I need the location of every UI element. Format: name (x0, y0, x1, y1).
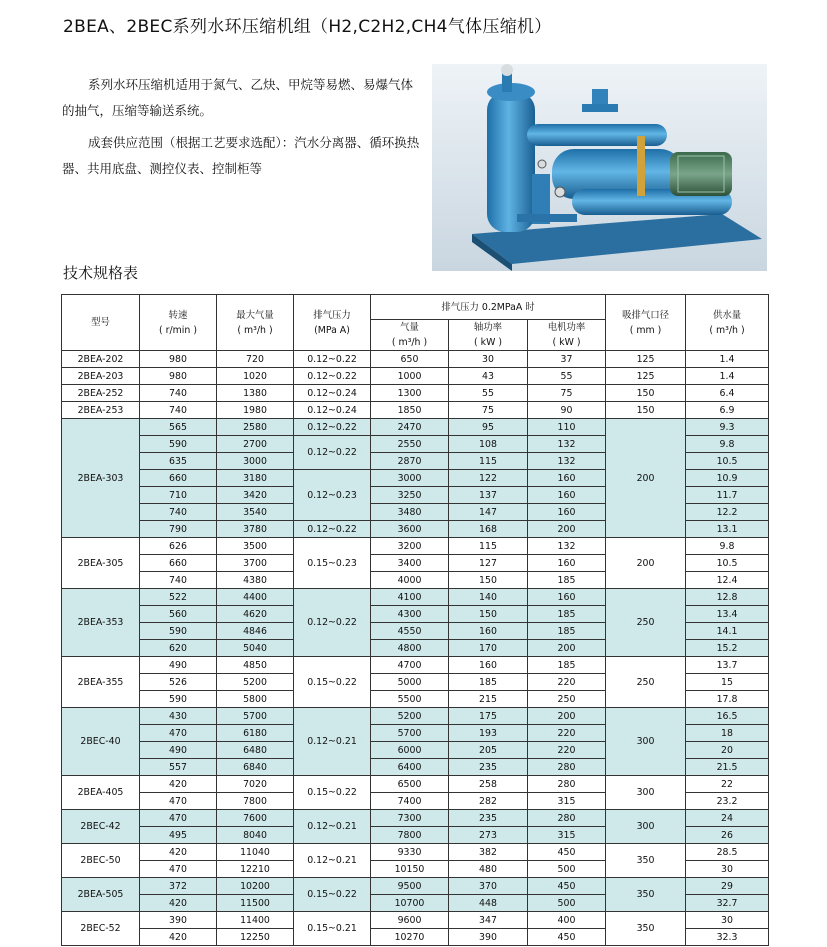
model-cell: 2BEC-50 (62, 844, 140, 878)
speed-cell: 557 (140, 759, 217, 776)
header-pressure: 排气压力 (MPa A) (294, 295, 371, 351)
shaft-power-cell: 382 (449, 844, 528, 861)
pressure-cell: 0.15~0.22 (294, 878, 371, 912)
max-air-cell: 4400 (217, 589, 294, 606)
port-cell: 200 (606, 419, 686, 538)
max-air-cell: 5200 (217, 674, 294, 691)
pressure-cell: 0.12~0.21 (294, 708, 371, 776)
shaft-power-cell: 235 (449, 810, 528, 827)
table-row (62, 657, 769, 674)
max-air-cell: 4620 (217, 606, 294, 623)
pressure-cell: 0.12~0.24 (294, 402, 371, 419)
speed-cell: 390 (140, 912, 217, 929)
motor-power-cell: 160 (528, 555, 606, 572)
max-air-cell: 12250 (217, 929, 294, 946)
compressor-illustration (432, 64, 767, 271)
motor-power-cell: 132 (528, 436, 606, 453)
shaft-power-cell: 115 (449, 453, 528, 470)
motor-power-cell: 450 (528, 929, 606, 946)
shaft-power-cell: 160 (449, 657, 528, 674)
speed-cell: 790 (140, 521, 217, 538)
motor-power-cell: 185 (528, 572, 606, 589)
gas-cell: 3000 (371, 470, 449, 487)
gas-cell: 3600 (371, 521, 449, 538)
speed-cell: 470 (140, 810, 217, 827)
shaft-power-cell: 170 (449, 640, 528, 657)
water-cell: 30 (686, 912, 769, 929)
motor-power-cell: 200 (528, 521, 606, 538)
port-cell: 200 (606, 538, 686, 589)
motor-power-cell: 220 (528, 725, 606, 742)
shaft-power-cell: 282 (449, 793, 528, 810)
gas-cell: 4800 (371, 640, 449, 657)
water-cell: 10.5 (686, 555, 769, 572)
gas-cell: 3250 (371, 487, 449, 504)
water-cell: 29 (686, 878, 769, 895)
gas-cell: 2470 (371, 419, 449, 436)
shaft-power-cell: 43 (449, 368, 528, 385)
motor-power-cell: 90 (528, 402, 606, 419)
header-max-air: 最大气量 ( m³/h ) (217, 295, 294, 351)
port-cell: 300 (606, 708, 686, 776)
pressure-cell: 0.15~0.22 (294, 776, 371, 810)
gas-cell: 4000 (371, 572, 449, 589)
motor-power-cell: 315 (528, 793, 606, 810)
shaft-power-cell: 258 (449, 776, 528, 793)
compressor-unit-photo (432, 64, 767, 271)
max-air-cell: 3700 (217, 555, 294, 572)
model-cell: 2BEA-355 (62, 657, 140, 708)
spec-table (61, 294, 769, 946)
header-port: 吸排气口径 ( mm ) (606, 295, 686, 351)
speed-cell: 372 (140, 878, 217, 895)
motor-power-cell: 37 (528, 351, 606, 368)
max-air-cell: 5800 (217, 691, 294, 708)
water-cell: 16.5 (686, 708, 769, 725)
max-air-cell: 2700 (217, 436, 294, 453)
shaft-power-cell: 108 (449, 436, 528, 453)
table-row (62, 538, 769, 555)
table-row (62, 810, 769, 827)
model-cell: 2BEA-353 (62, 589, 140, 657)
port-cell: 150 (606, 402, 686, 419)
pressure-cell: 0.12~0.22 (294, 351, 371, 368)
max-air-cell: 7800 (217, 793, 294, 810)
shaft-power-cell: 347 (449, 912, 528, 929)
table-row (62, 776, 769, 793)
header-motor: 电机功率 ( kW ) (528, 320, 606, 351)
port-cell: 125 (606, 351, 686, 368)
water-cell: 17.8 (686, 691, 769, 708)
water-cell: 32.3 (686, 929, 769, 946)
header-model: 型号 (62, 295, 140, 351)
table-row (62, 368, 769, 385)
shaft-power-cell: 273 (449, 827, 528, 844)
water-cell: 9.3 (686, 419, 769, 436)
max-air-cell: 10200 (217, 878, 294, 895)
motor-power-cell: 132 (528, 453, 606, 470)
gas-cell: 10150 (371, 861, 449, 878)
spec-table-body (62, 351, 769, 946)
water-cell: 12.2 (686, 504, 769, 521)
motor-power-cell: 280 (528, 759, 606, 776)
speed-cell: 740 (140, 385, 217, 402)
motor-power-cell: 75 (528, 385, 606, 402)
motor-power-cell: 315 (528, 827, 606, 844)
max-air-cell: 5700 (217, 708, 294, 725)
gas-cell: 2550 (371, 436, 449, 453)
water-cell: 18 (686, 725, 769, 742)
water-cell: 10.5 (686, 453, 769, 470)
table-row (62, 419, 769, 436)
port-cell: 150 (606, 385, 686, 402)
table-row (62, 402, 769, 419)
water-cell: 23.2 (686, 793, 769, 810)
water-cell: 1.4 (686, 368, 769, 385)
motor-power-cell: 500 (528, 895, 606, 912)
gas-cell: 4550 (371, 623, 449, 640)
shaft-power-cell: 115 (449, 538, 528, 555)
motor-power-cell: 400 (528, 912, 606, 929)
shaft-power-cell: 150 (449, 572, 528, 589)
max-air-cell: 3420 (217, 487, 294, 504)
shaft-power-cell: 480 (449, 861, 528, 878)
model-cell: 2BEA-405 (62, 776, 140, 810)
speed-cell: 626 (140, 538, 217, 555)
table-row (62, 351, 769, 368)
speed-cell: 660 (140, 470, 217, 487)
max-air-cell: 6840 (217, 759, 294, 776)
gas-cell: 6500 (371, 776, 449, 793)
shaft-power-cell: 55 (449, 385, 528, 402)
max-air-cell: 4846 (217, 623, 294, 640)
max-air-cell: 3780 (217, 521, 294, 538)
speed-cell: 470 (140, 861, 217, 878)
gas-cell: 5500 (371, 691, 449, 708)
gas-cell: 5000 (371, 674, 449, 691)
model-cell: 2BEA-303 (62, 419, 140, 538)
motor-power-cell: 185 (528, 657, 606, 674)
pressure-cell: 0.12~0.21 (294, 810, 371, 844)
model-cell: 2BEA-202 (62, 351, 140, 368)
table-row (62, 708, 769, 725)
gas-cell: 10270 (371, 929, 449, 946)
gas-cell: 650 (371, 351, 449, 368)
motor-power-cell: 450 (528, 878, 606, 895)
water-cell: 10.9 (686, 470, 769, 487)
water-cell: 12.4 (686, 572, 769, 589)
speed-cell: 590 (140, 623, 217, 640)
water-cell: 9.8 (686, 538, 769, 555)
motor-power-cell: 200 (528, 708, 606, 725)
water-cell: 13.4 (686, 606, 769, 623)
pressure-cell: 0.12~0.22 (294, 589, 371, 657)
max-air-cell: 1980 (217, 402, 294, 419)
gas-cell: 7800 (371, 827, 449, 844)
gas-cell: 3400 (371, 555, 449, 572)
gas-cell: 5700 (371, 725, 449, 742)
gas-cell: 3480 (371, 504, 449, 521)
max-air-cell: 7600 (217, 810, 294, 827)
water-cell: 1.4 (686, 351, 769, 368)
motor-power-cell: 220 (528, 742, 606, 759)
speed-cell: 565 (140, 419, 217, 436)
water-cell: 26 (686, 827, 769, 844)
gas-cell: 1000 (371, 368, 449, 385)
speed-cell: 635 (140, 453, 217, 470)
max-air-cell: 3540 (217, 504, 294, 521)
gas-cell: 1850 (371, 402, 449, 419)
max-air-cell: 5040 (217, 640, 294, 657)
model-cell: 2BEA-252 (62, 385, 140, 402)
motor-power-cell: 110 (528, 419, 606, 436)
motor-power-cell: 250 (528, 691, 606, 708)
model-cell: 2BEA-505 (62, 878, 140, 912)
gas-cell: 4100 (371, 589, 449, 606)
max-air-cell: 11040 (217, 844, 294, 861)
speed-cell: 560 (140, 606, 217, 623)
shaft-power-cell: 122 (449, 470, 528, 487)
speed-cell: 420 (140, 776, 217, 793)
shaft-power-cell: 370 (449, 878, 528, 895)
max-air-cell: 6180 (217, 725, 294, 742)
speed-cell: 980 (140, 368, 217, 385)
water-cell: 6.9 (686, 402, 769, 419)
port-cell: 250 (606, 657, 686, 708)
shaft-power-cell: 150 (449, 606, 528, 623)
shaft-power-cell: 390 (449, 929, 528, 946)
speed-cell: 420 (140, 895, 217, 912)
water-cell: 21.5 (686, 759, 769, 776)
table-row (62, 878, 769, 895)
max-air-cell: 4850 (217, 657, 294, 674)
table-row (62, 844, 769, 861)
speed-cell: 710 (140, 487, 217, 504)
shaft-power-cell: 235 (449, 759, 528, 776)
max-air-cell: 8040 (217, 827, 294, 844)
shaft-power-cell: 448 (449, 895, 528, 912)
motor-power-cell: 185 (528, 623, 606, 640)
max-air-cell: 6480 (217, 742, 294, 759)
port-cell: 350 (606, 878, 686, 912)
shaft-power-cell: 215 (449, 691, 528, 708)
gas-cell: 4700 (371, 657, 449, 674)
port-cell: 300 (606, 810, 686, 844)
motor-power-cell: 160 (528, 487, 606, 504)
speed-cell: 490 (140, 742, 217, 759)
pressure-cell: 0.15~0.21 (294, 912, 371, 946)
water-cell: 9.8 (686, 436, 769, 453)
shaft-power-cell: 30 (449, 351, 528, 368)
page-title: 2BEA、2BEC系列水环压缩机组（H2,C2H2,CH4气体压缩机） (63, 17, 552, 37)
shaft-power-cell: 140 (449, 589, 528, 606)
shaft-power-cell: 127 (449, 555, 528, 572)
model-cell: 2BEC-40 (62, 708, 140, 776)
port-cell: 350 (606, 844, 686, 878)
speed-cell: 980 (140, 351, 217, 368)
model-cell: 2BEC-52 (62, 912, 140, 946)
motor-power-cell: 132 (528, 538, 606, 555)
motor-power-cell: 450 (528, 844, 606, 861)
motor-power-cell: 200 (528, 640, 606, 657)
max-air-cell: 11500 (217, 895, 294, 912)
gas-cell: 9330 (371, 844, 449, 861)
water-cell: 28.5 (686, 844, 769, 861)
shaft-power-cell: 205 (449, 742, 528, 759)
shaft-power-cell: 147 (449, 504, 528, 521)
water-cell: 13.1 (686, 521, 769, 538)
speed-cell: 590 (140, 691, 217, 708)
speed-cell: 495 (140, 827, 217, 844)
max-air-cell: 3500 (217, 538, 294, 555)
water-cell: 20 (686, 742, 769, 759)
gas-cell: 6000 (371, 742, 449, 759)
table-row (62, 589, 769, 606)
speed-cell: 430 (140, 708, 217, 725)
motor-power-cell: 220 (528, 674, 606, 691)
pressure-cell: 0.12~0.24 (294, 385, 371, 402)
intro-paragraph-2: 成套供应范围（根据工艺要求选配）：汽水分离器、循环换热器、共用底盘、测控仪表、控制柜等 (62, 135, 420, 176)
model-cell: 2BEA-305 (62, 538, 140, 589)
max-air-cell: 11400 (217, 912, 294, 929)
model-cell: 2BEC-42 (62, 810, 140, 844)
max-air-cell: 7020 (217, 776, 294, 793)
max-air-cell: 1020 (217, 368, 294, 385)
gas-cell: 5200 (371, 708, 449, 725)
port-cell: 125 (606, 368, 686, 385)
shaft-power-cell: 185 (449, 674, 528, 691)
model-cell: 2BEA-203 (62, 368, 140, 385)
max-air-cell: 12210 (217, 861, 294, 878)
pressure-cell: 0.12~0.21 (294, 844, 371, 878)
pressure-cell: 0.12~0.23 (294, 470, 371, 521)
shaft-power-cell: 168 (449, 521, 528, 538)
header-shaft: 轴功率 ( kW ) (449, 320, 528, 351)
water-cell: 15.2 (686, 640, 769, 657)
max-air-cell: 720 (217, 351, 294, 368)
header-water: 供水量 ( m³/h ) (686, 295, 769, 351)
gas-cell: 3200 (371, 538, 449, 555)
gas-cell: 10700 (371, 895, 449, 912)
shaft-power-cell: 160 (449, 623, 528, 640)
max-air-cell: 1380 (217, 385, 294, 402)
water-cell: 15 (686, 674, 769, 691)
max-air-cell: 3180 (217, 470, 294, 487)
port-cell: 250 (606, 589, 686, 657)
port-cell: 300 (606, 776, 686, 810)
water-cell: 30 (686, 861, 769, 878)
gas-cell: 7300 (371, 810, 449, 827)
header-gas: 气量 ( m³/h ) (371, 320, 449, 351)
gas-cell: 9500 (371, 878, 449, 895)
gas-cell: 9600 (371, 912, 449, 929)
speed-cell: 740 (140, 572, 217, 589)
header-speed: 转速 ( r/min ) (140, 295, 217, 351)
pressure-cell: 0.15~0.23 (294, 538, 371, 589)
motor-power-cell: 160 (528, 470, 606, 487)
motor-power-cell: 160 (528, 504, 606, 521)
shaft-power-cell: 175 (449, 708, 528, 725)
gas-cell: 2870 (371, 453, 449, 470)
speed-cell: 470 (140, 725, 217, 742)
table-row (62, 385, 769, 402)
water-cell: 12.8 (686, 589, 769, 606)
speed-cell: 620 (140, 640, 217, 657)
speed-cell: 522 (140, 589, 217, 606)
shaft-power-cell: 75 (449, 402, 528, 419)
motor-power-cell: 160 (528, 589, 606, 606)
speed-cell: 740 (140, 402, 217, 419)
intro-text (62, 72, 424, 188)
table-row (62, 912, 769, 929)
water-cell: 14.1 (686, 623, 769, 640)
motor-power-cell: 500 (528, 861, 606, 878)
speed-cell: 590 (140, 436, 217, 453)
shaft-power-cell: 95 (449, 419, 528, 436)
shaft-power-cell: 193 (449, 725, 528, 742)
motor-power-cell: 280 (528, 776, 606, 793)
water-cell: 6.4 (686, 385, 769, 402)
shaft-power-cell: 137 (449, 487, 528, 504)
gas-cell: 1300 (371, 385, 449, 402)
water-cell: 13.7 (686, 657, 769, 674)
pressure-cell: 0.12~0.22 (294, 521, 371, 538)
gas-cell: 7400 (371, 793, 449, 810)
pressure-cell: 0.15~0.22 (294, 657, 371, 708)
speed-cell: 420 (140, 929, 217, 946)
pressure-cell: 0.12~0.22 (294, 419, 371, 436)
motor-power-cell: 185 (528, 606, 606, 623)
speed-cell: 420 (140, 844, 217, 861)
gas-cell: 6400 (371, 759, 449, 776)
intro-paragraph-1: 系列水环压缩机适用于氮气、乙炔、甲烷等易燃、易爆气体的抽气，压缩等输送系统。 (62, 77, 414, 118)
speed-cell: 526 (140, 674, 217, 691)
pressure-cell: 0.12~0.22 (294, 436, 371, 470)
water-cell: 32.7 (686, 895, 769, 912)
port-cell: 350 (606, 912, 686, 946)
pressure-cell: 0.12~0.22 (294, 368, 371, 385)
max-air-cell: 2580 (217, 419, 294, 436)
speed-cell: 740 (140, 504, 217, 521)
model-cell: 2BEA-253 (62, 402, 140, 419)
gas-cell: 4300 (371, 606, 449, 623)
water-cell: 22 (686, 776, 769, 793)
speed-cell: 490 (140, 657, 217, 674)
speed-cell: 660 (140, 555, 217, 572)
max-air-cell: 3000 (217, 453, 294, 470)
motor-power-cell: 280 (528, 810, 606, 827)
water-cell: 11.7 (686, 487, 769, 504)
max-air-cell: 4380 (217, 572, 294, 589)
motor-power-cell: 55 (528, 368, 606, 385)
header-group: 排气压力 0.2MPaA 时 (371, 295, 606, 320)
speed-cell: 470 (140, 793, 217, 810)
water-cell: 24 (686, 810, 769, 827)
spec-table-title: 技术规格表 (63, 264, 139, 282)
